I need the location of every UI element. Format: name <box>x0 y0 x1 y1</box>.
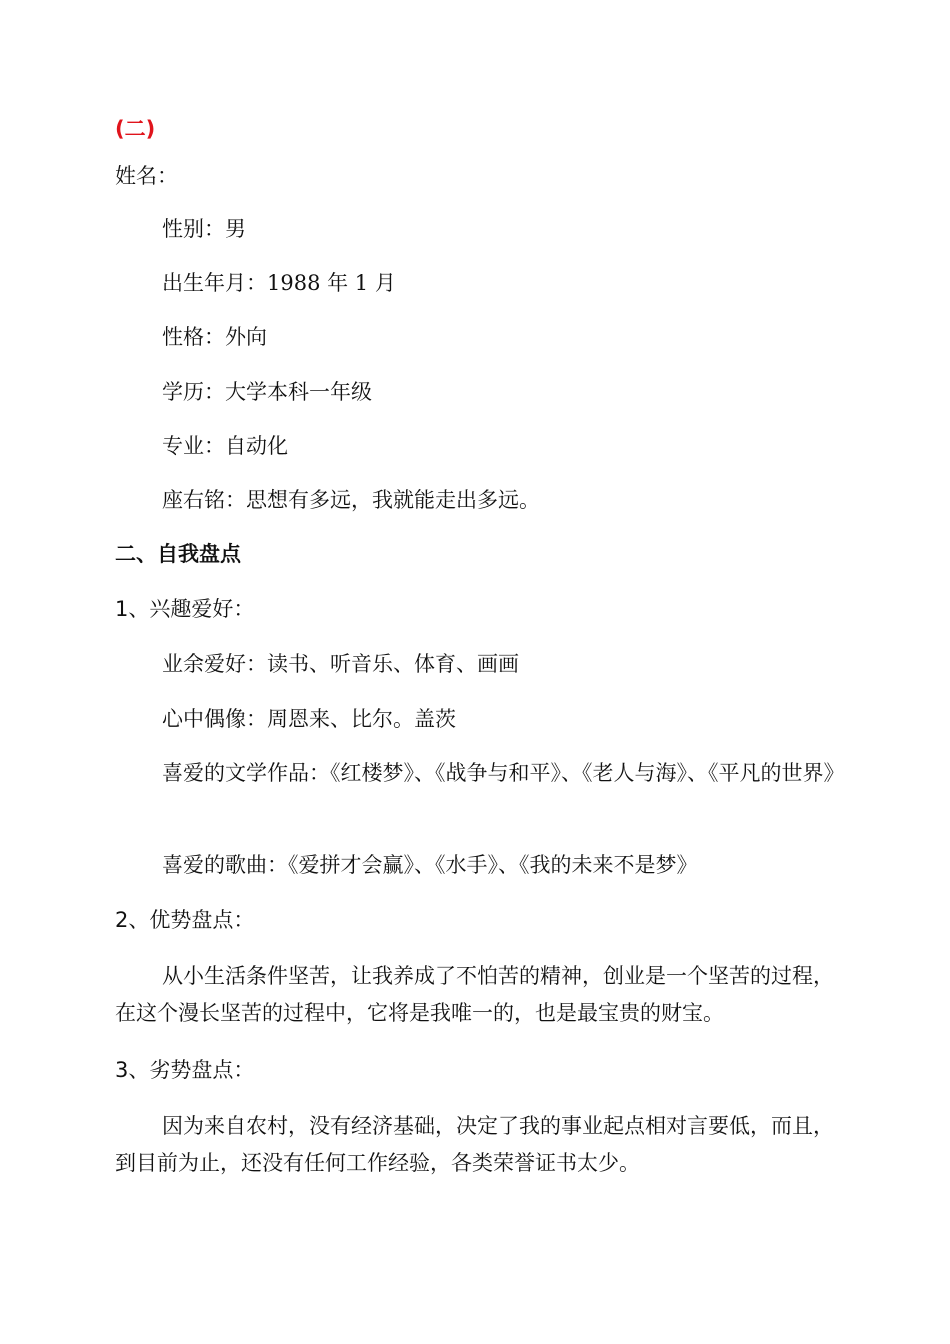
section2-title: 二、自我盘点 <box>115 542 241 566</box>
name-label: 姓名： <box>115 164 178 188</box>
section-marker: (二) <box>115 117 156 141</box>
education-line: 学历：大学本科一年级 <box>162 380 372 404</box>
books-paragraph: 喜爱的文学作品：《红楼梦》、《战争与和平》、《老人与海》、《平凡的世界》 <box>162 761 845 785</box>
weaknesses-title: 3、劣势盘点： <box>115 1058 255 1082</box>
gender-line: 性别：男 <box>162 217 246 241</box>
interests-title: 1、兴趣爱好： <box>115 597 255 621</box>
idols-line: 心中偶像：周恩来、比尔。盖茨 <box>162 707 456 731</box>
birth-line: 出生年月：1988 年 1 月 <box>162 271 396 295</box>
weaknesses-paragraph: 因为来自农村，没有经济基础，决定了我的事业起点相对言要低，而且，到目前为止，还没有任何工作经验，各类荣誉证书太少。 <box>115 1114 834 1175</box>
major-line: 专业：自动化 <box>162 434 288 458</box>
songs-line: 喜爱的歌曲：《爱拼才会赢》、《水手》、《我的未来不是梦》 <box>162 853 698 877</box>
hobbies-line: 业余爱好：读书、听音乐、体育、画画 <box>162 652 519 676</box>
personality-line: 性格：外向 <box>162 325 267 349</box>
motto-line: 座右铭：思想有多远，我就能走出多远。 <box>162 488 540 512</box>
strengths-paragraph: 从小生活条件坚苦，让我养成了不怕苦的精神，创业是一个坚苦的过程，在这个漫长坚苦的过程中，它将是我唯一的，也是最宝贵的财宝。 <box>115 964 834 1025</box>
strengths-title: 2、优势盘点： <box>115 908 255 932</box>
